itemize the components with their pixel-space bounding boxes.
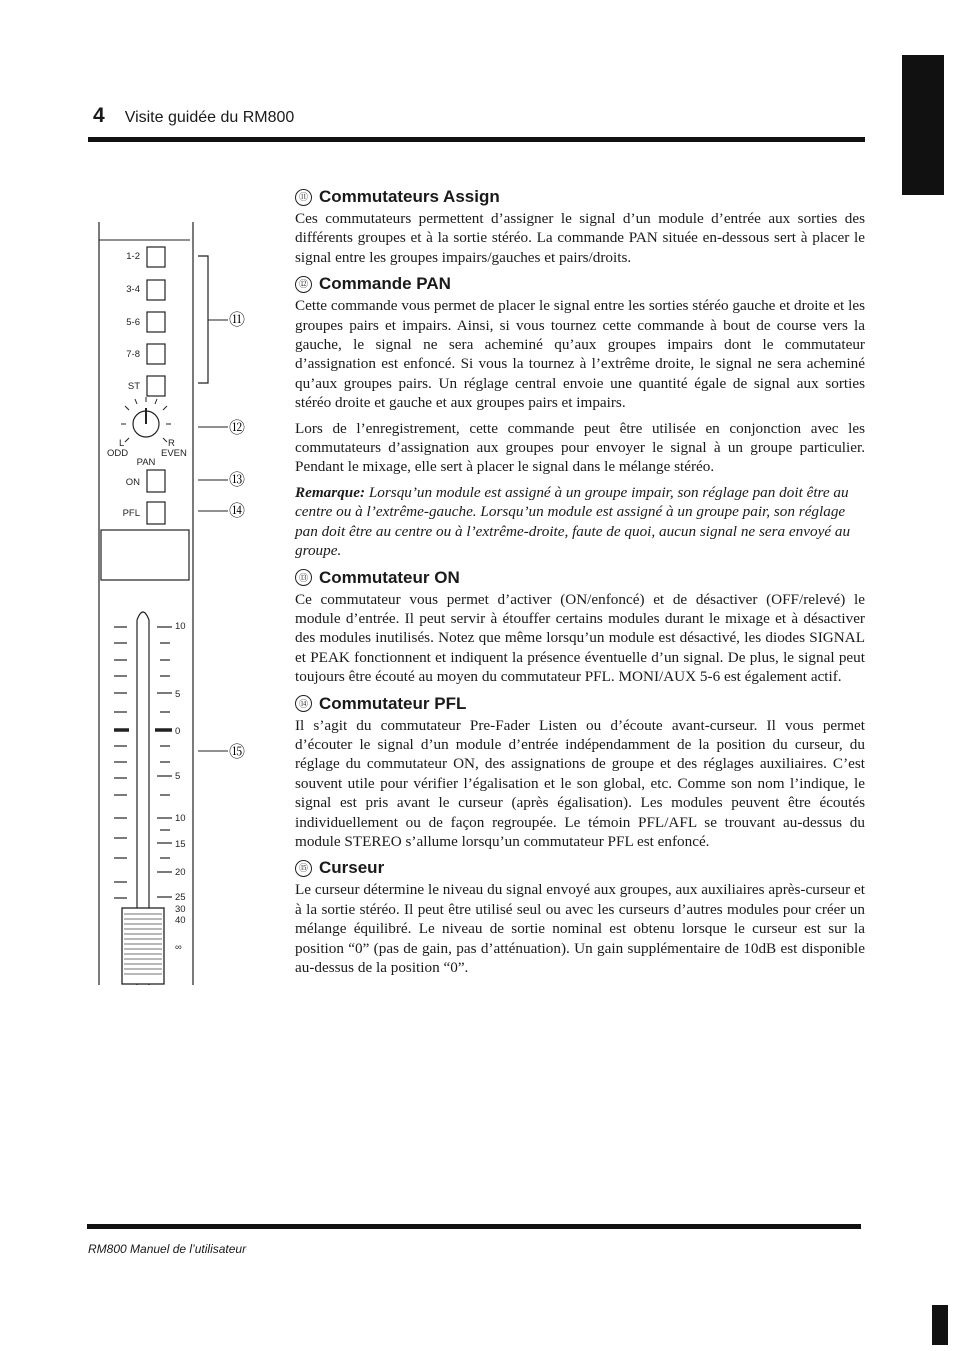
section-title-text: Commande PAN: [319, 274, 451, 294]
section-commutateur-pfl: [295, 693, 865, 852]
fader-scale-30: 30: [175, 904, 186, 915]
section-curseur: [295, 857, 865, 977]
fader-scale-5-top: 5: [175, 689, 181, 700]
section-title: [295, 186, 865, 208]
fader-scale-10-top: 10: [175, 621, 186, 632]
section-commutateur-on: [295, 567, 865, 687]
paragraph: Ce commutateur vous permet d’activer (ON/enfoncé) et de désactiver (OFF/relevé) le module d’entrée. Il peut servir à étouffer certains modules durant le mixage et à désactiver des modules inutilisés. Notez que même lorsqu’un module est désactivé, les diodes SIGNAL et PEAK fonctionnent et indiquent la présence éventuelle d’un signal. De plus, le signal peut toujours être écouté au moyen du commutateur PFL. MONI/AUX 5-6 est également actif.: [295, 590, 865, 686]
footer-text: RM800 Manuel de l’utilisateur: [88, 1242, 247, 1256]
fader-scale-labels: [175, 621, 186, 953]
paragraph: Le curseur détermine le niveau du signal envoyé aux groupes, aux auxiliaires après-curseur et à la sortie stéréo. Il peut être utilisé seul ou avec les curseurs d’autres modules pour créer un mélange équilibré. Le niveau de sortie nominal est obtenu lorsque le curseur est sur la position “0” (pas de gain, pas d’atténuation). Un gain supplémentaire de 10dB est disponible au-dessus de la position “0”.: [295, 881, 865, 976]
pfl-label: PFL: [122, 508, 140, 519]
fader-scale-10: 10: [175, 813, 186, 824]
fader-scale-15: 15: [175, 839, 186, 850]
callout-12: ⑫: [228, 418, 246, 437]
section-number: ⑪: [295, 189, 312, 206]
section-title-text: Commutateur PFL: [319, 693, 467, 713]
scan-edge-top: [902, 55, 944, 195]
section-title: [295, 857, 865, 879]
paragraph: Il s’agit du commutateur Pre-Fader Listen ou d’écoute avant-curseur. Il vous permet d’écouter le signal d’un module d’entrée indépendamment de la position du curseur, du réglage du commutateur ON, des assignations de groupe et des réglages auxiliaires. C’est souvent utile pour vérifier l’égalisation et le son global, etc. Comme son nom l’indique, le signal est pris avant le curseur (après égalisation). Les modules peuvent être écoutés individuellement ou de façon regroupée. Le témoin PFL/AFL se trouvant au-dessus du module STEREO s’allume lorsqu’un commutateur PFL est enfoncé.: [295, 716, 865, 850]
switch-label-7-8: 7-8: [126, 349, 140, 360]
channel-strip-illustration: [0, 0, 290, 1000]
pan-label-even: EVEN: [161, 448, 187, 459]
switch-label-5-6: 5-6: [126, 317, 140, 328]
footer-rule: [87, 1224, 861, 1229]
remark: [295, 483, 865, 561]
fader-left-ticks: [114, 627, 129, 898]
assign-switches: [126, 247, 165, 396]
pan-label: PAN: [136, 457, 156, 468]
remark-label: Remarque:: [295, 483, 366, 501]
section-title-text: Curseur: [319, 858, 385, 878]
pan-label-r: R: [168, 438, 175, 449]
section-title-text: Commutateurs Assign: [319, 187, 500, 206]
fader-scale-0: 0: [175, 726, 181, 737]
fader-right-ticks: [155, 627, 172, 897]
remark-text: Lorsqu’un module est assigné à un groupe impair, son réglage pan doit être au centre ou à l’extrême-gauche. Lorsqu’un module est assigné à un groupe pair, son réglage pan doit être au centre ou à l’extrême-droite, faute de quoi, aucun signal ne sera envoyé au groupe.: [295, 483, 851, 560]
section-number: ⑬: [295, 569, 312, 586]
fader-scale-inf: ∞: [175, 942, 182, 953]
fader-scale-5: 5: [175, 771, 181, 782]
callout-13: ⑬: [228, 470, 246, 489]
assign-switch-7-8: [147, 344, 165, 364]
section-number: ⑫: [295, 276, 312, 293]
section-commande-pan: [295, 273, 865, 560]
section-number: ⑭: [295, 695, 312, 712]
switch-label-3-4: 3-4: [126, 284, 140, 295]
fader-scale-25: 25: [175, 892, 186, 903]
assign-switch-1-2: [147, 247, 165, 267]
page-number: 4: [93, 104, 105, 127]
callout-15: ⑮: [228, 742, 246, 761]
section-title-text: Commutateur ON: [319, 567, 460, 587]
fader-scale-40: 40: [175, 915, 186, 926]
header-title: Visite guidée du RM800: [124, 109, 295, 126]
paragraph: Ces commutateurs permettent d’assigner le signal d’un module d’entrée aux sorties des différents groupes et à la sortie stéréo. La commande PAN située en-dessous sert à placer le signal entre les groupes impairs/gauches et pairs/droits.: [295, 210, 865, 266]
pan-label-l: L: [119, 438, 125, 449]
on-label: ON: [125, 477, 140, 488]
switch-label-1-2: 1-2: [126, 251, 140, 262]
callout-11: ⑪: [228, 310, 246, 329]
paragraph: Lors de l’enregistrement, cette commande peut être utilisée en conjonction avec les commutateurs d’assignation aux groupes pour envoyer le signal à un groupe particulier. Pendant le mixage, elle sert à placer le signal dans le mélange stéréo.: [295, 419, 865, 476]
on-switch: [147, 470, 165, 492]
assign-switch-st: [147, 376, 165, 396]
callout-14: ⑭: [228, 501, 246, 520]
switch-label-st: ST: [127, 381, 140, 392]
section-title: [295, 693, 865, 715]
scribble-strip: [101, 530, 189, 580]
paragraph: Cette commande vous permet de placer le signal entre les sorties stéréo gauche et droite et les groupes pairs et impairs. Ainsi, si vous tournez cette commande à bout de course vers la gauche, le signal ne sera acheminé qu’aux groupes impairs dont le commutateur d’assignation est enfoncé. Si vous la tournez à l’extrême droite, le signal ne sera acheminé qu’aux groupes pairs. Un réglage central envoie une quantité égale de signal aux sorties stéréo droite et gauche et aux groupes pairs et impairs.: [295, 297, 865, 412]
assign-switch-3-4: [147, 280, 165, 300]
main-content: [295, 186, 865, 977]
pan-label-odd: ODD: [107, 448, 129, 459]
assign-switch-5-6: [147, 312, 165, 332]
fader-scale-20: 20: [175, 867, 186, 878]
scan-edge-bottom: [932, 1305, 948, 1345]
pan-knob-icon: [107, 397, 187, 468]
section-title: [295, 567, 865, 589]
fader-knob: [122, 908, 164, 984]
section-number: ⑮: [295, 860, 312, 877]
pfl-switch: [147, 502, 165, 524]
section-commutateurs-assign: [295, 186, 865, 267]
section-title: [295, 273, 865, 295]
